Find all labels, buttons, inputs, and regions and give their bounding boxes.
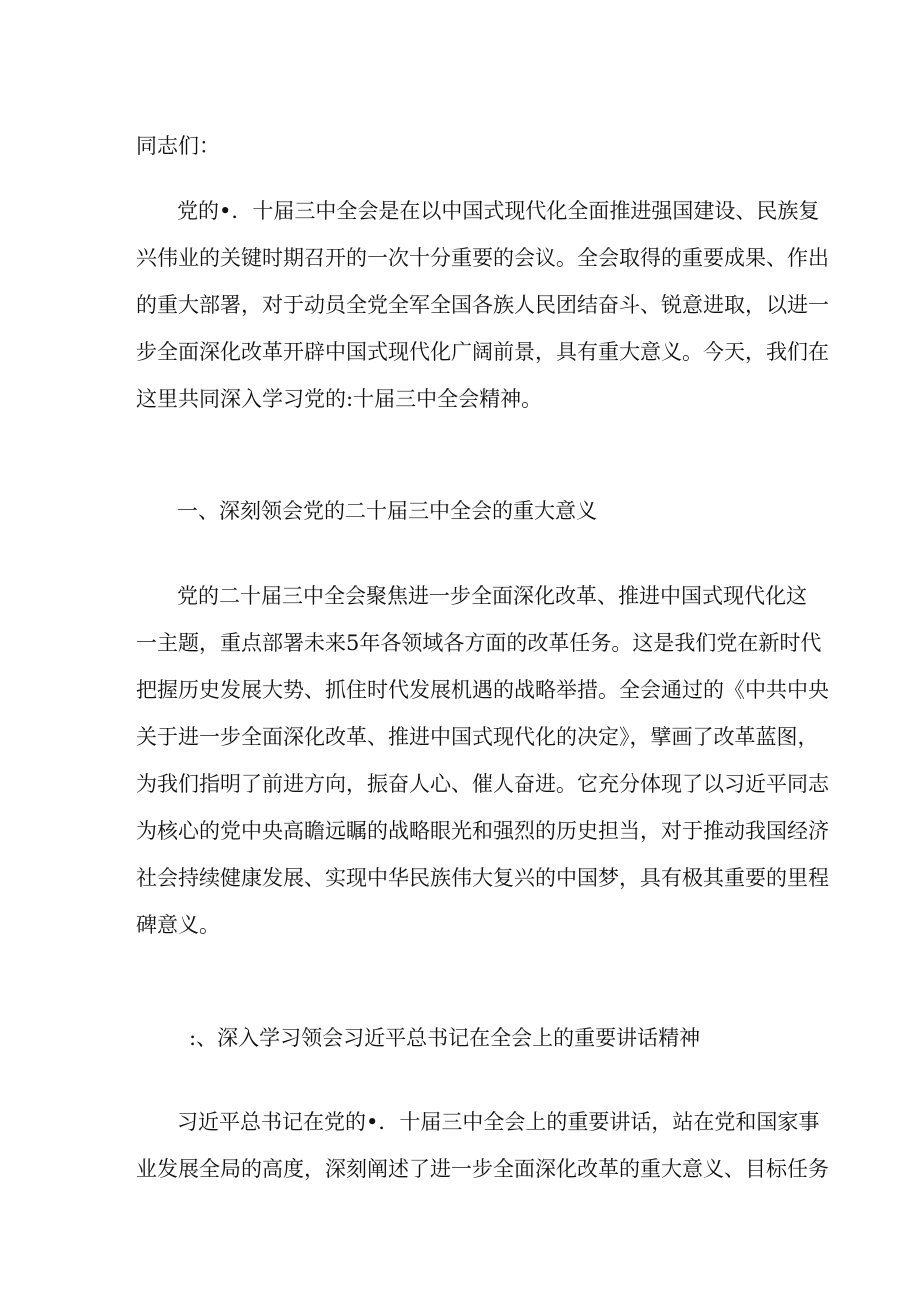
paragraph-2-line-4: 关于进一步全面深化改革、推进中国式现代化的决定》，擘画了改革蓝图， [136, 725, 819, 749]
section-heading-2: :、深入学习领会习近平总书记在全会上的重要讲话精神 [189, 1026, 701, 1050]
paragraph-1-line-2: 兴伟业的关键时期召开的一次十分重要的会议。全会取得的重要成果、作出 [136, 246, 829, 270]
section-heading-1: 一、深刻领会党的二十届三中全会的重大意义 [177, 499, 597, 523]
paragraph-2-line-3: 把握历史发展大势、抓住时代发展机遇的战略举措。全会通过的《中共中央 [136, 678, 829, 702]
paragraph-3-line-2: 业发展全局的高度，深刻阐述了进一步全面深化改革的重大意义、目标任务 [136, 1157, 829, 1181]
salutation: 同志们： [136, 134, 220, 158]
paragraph-1-line-1: 党的•．十届三中全会是在以中国式现代化全面推进强国建设、民族复 [177, 199, 820, 223]
paragraph-1-line-3: 的重大部署，对于动员全党全军全国各族人民团结奋斗、锐意进取，以进一 [136, 293, 829, 317]
paragraph-3-line-1: 习近平总书记在党的•．十届三中全会上的重要讲话，站在党和国家事 [177, 1110, 820, 1134]
paragraph-2-line-7: 社会持续健康发展、实现中华民族伟大复兴的中国梦，具有极其重要的里程 [136, 866, 829, 890]
paragraph-1-line-4: 步全面深化改革开辟中国式现代化广阔前景，具有重大意义。今天，我们在 [136, 340, 829, 364]
paragraph-2-line-8: 碑意义。 [136, 913, 220, 937]
paragraph-2-line-2: 一主题，重点部署未来5年各领域各方面的改革任务。这是我们党在新时代 [136, 631, 822, 655]
paragraph-1-line-5: 这里共同深入学习党的:十届三中全会精神。 [136, 387, 543, 411]
paragraph-2-line-1: 党的二十届三中全会聚焦进一步全面深化改革、推进中国式现代化这 [177, 584, 807, 608]
paragraph-2-line-5: 为我们指明了前进方向，振奋人心、催人奋进。它充分体现了以习近平同志 [136, 772, 829, 796]
paragraph-2-line-6: 为核心的党中央高瞻远瞩的战略眼光和强烈的历史担当，对于推动我国经济 [136, 819, 829, 843]
